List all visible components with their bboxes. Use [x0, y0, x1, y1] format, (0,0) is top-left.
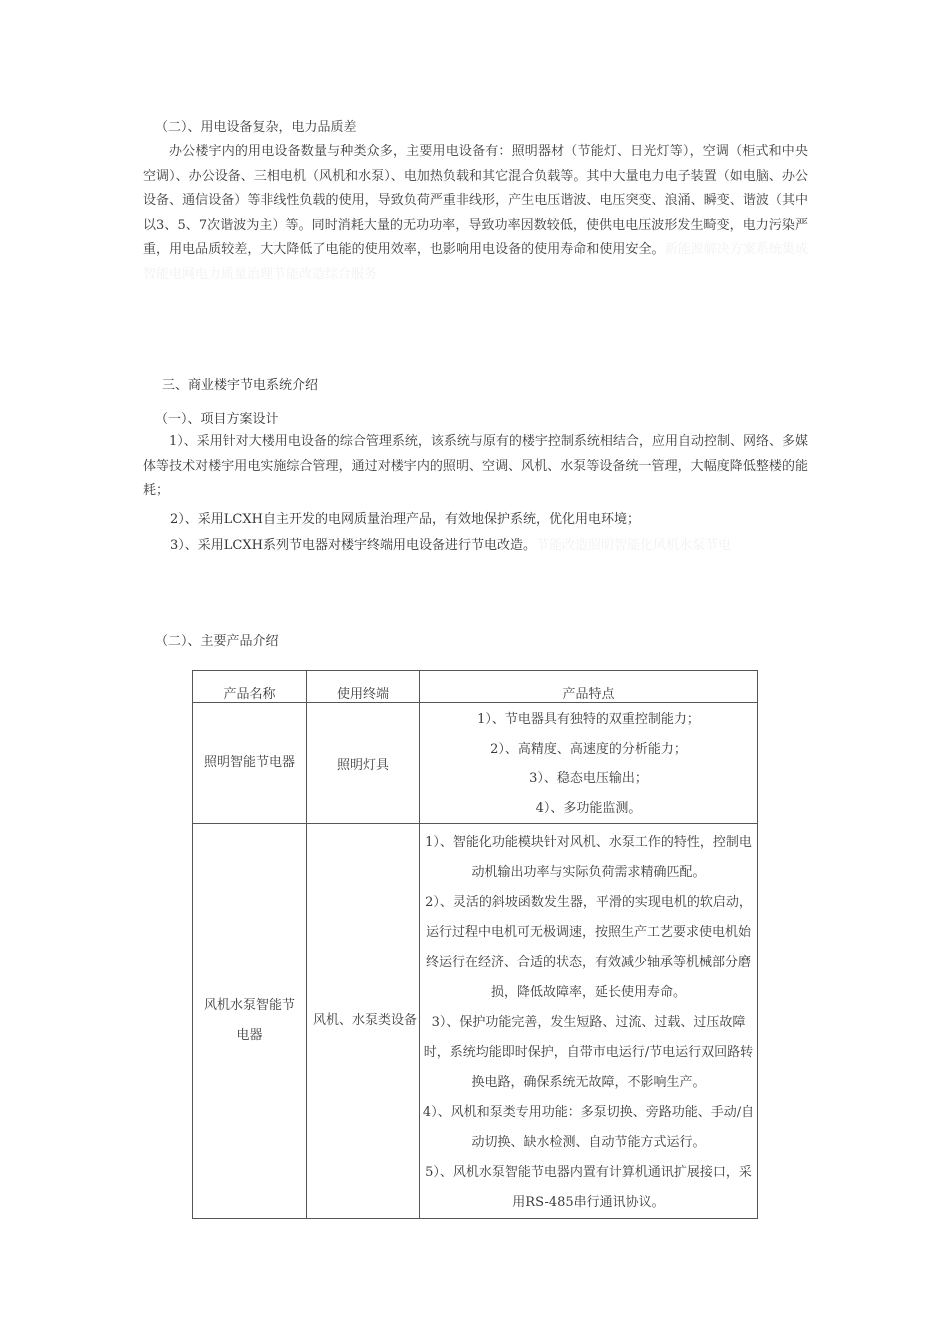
- sub-heading-project-design: （一）、项目方案设计: [155, 412, 279, 427]
- features-cell: [420, 824, 758, 1219]
- faint-trailer-text: 新能源解决方案系统集成智能电网电力质量治理节能改造综合服务: [143, 242, 808, 282]
- system-item-2: 2）、采用LCXH自主开发的电网质量治理产品，有效地保护系统，优化用电环境；: [170, 512, 640, 527]
- product-table: [192, 670, 758, 1219]
- terminal-cell: 照明灯具: [307, 703, 420, 824]
- terminal-cell: 风机、水泵类设备: [307, 824, 420, 1219]
- system-item-3-text: 3）、采用LCXH系列节电器对楼宇终端用电设备进行节电改造。: [170, 538, 536, 553]
- system-item-3-faint: 节能改造照明智能化风机水泵节电: [535, 538, 731, 553]
- section-heading-products: （二）、主要产品介绍: [155, 634, 279, 649]
- table-header-row: [193, 671, 758, 703]
- header-terminal: 使用终端: [307, 671, 420, 703]
- feature-item: 3）、稳态电压输出；: [529, 771, 648, 786]
- power-quality-paragraph: [143, 140, 808, 287]
- product-name-cell: 照明智能节电器: [193, 703, 307, 824]
- system-item-3: [170, 534, 731, 553]
- section-heading-power-quality: （二）、用电设备复杂，电力品质差: [155, 120, 357, 135]
- feature-item: 3）、保护功能完善，发生短路、过流、过载、过压故障时，系统均能即时保护，自带市电运行/节电运行双回路转换电路，确保系统无故障，不影响生产。: [423, 1015, 754, 1090]
- feature-item: 4）、多功能监测。: [535, 800, 642, 816]
- header-product-name: 产品名称: [193, 671, 307, 703]
- section-heading-system: 三、商业楼宇节电系统介绍: [162, 378, 319, 393]
- feature-item: 2）、高精度、高速度的分析能力；: [490, 741, 687, 757]
- feature-item: 1）、智能化功能模块针对风机、水泵工作的特性，控制电动机输出功率与实际负荷需求精确匹配。: [425, 835, 752, 880]
- features-cell: [420, 703, 758, 824]
- feature-item: 1）、节电器具有独特的双重控制能力；: [477, 712, 700, 727]
- table-row: [193, 824, 758, 1219]
- feature-item: 5）、风机水泵智能节电器内置有计算机通讯扩展接口，采用RS-485串行通讯协议。: [425, 1165, 752, 1210]
- header-features: 产品特点: [420, 671, 758, 703]
- product-name-cell: 风机水泵智能节电器: [193, 824, 307, 1219]
- table-row: [193, 703, 758, 824]
- system-item-1: 1）、采用针对大楼用电设备的综合管理系统，该系统与原有的楼宇控制系统相结合，应用自动控制、网络、多媒体等技术对楼宇用电实施综合管理，通过对楼宇内的照明、空调、风机、水泵等设备统一管理，大幅度降低整楼的能耗；: [143, 434, 808, 498]
- feature-item: 4）、风机和泵类专用功能：多泵切换、旁路功能、手动/自动切换、缺水检测、自动节能方式运行。: [422, 1105, 755, 1150]
- feature-item: 2）、灵活的斜坡函数发生器，平滑的实现电机的软启动，运行过程中电机可无极调速，按照生产工艺要求使电机始终运行在经济、合适的状态，有效减少轴承等机械部分磨损，降低故障率，延长使用寿命。: [425, 895, 752, 1000]
- power-quality-text: 办公楼宇内的用电设备数量与种类众多，主要用电设备有：照明器材（节能灯、日光灯等），空调（柜式和中央空调）、办公设备、三相电机（风机和水泵）、电加热负载和其它混合负载等。其中大量电力电子装置（如电脑、办公设备、通信设备）等非线性负载的使用，导致负荷严重非线形，产生电压谐波、电压突变、浪涌、瞬变、谐波（其中以3、5、7次谐波为主）等。同时消耗大量的无功功率，导致功率因数较低，使供电电压波形发生畸变，电力污染严重，用电品质较差，大大降低了电能的使用效率，也影响用电设备的使用寿命和使用安全。: [143, 144, 808, 257]
